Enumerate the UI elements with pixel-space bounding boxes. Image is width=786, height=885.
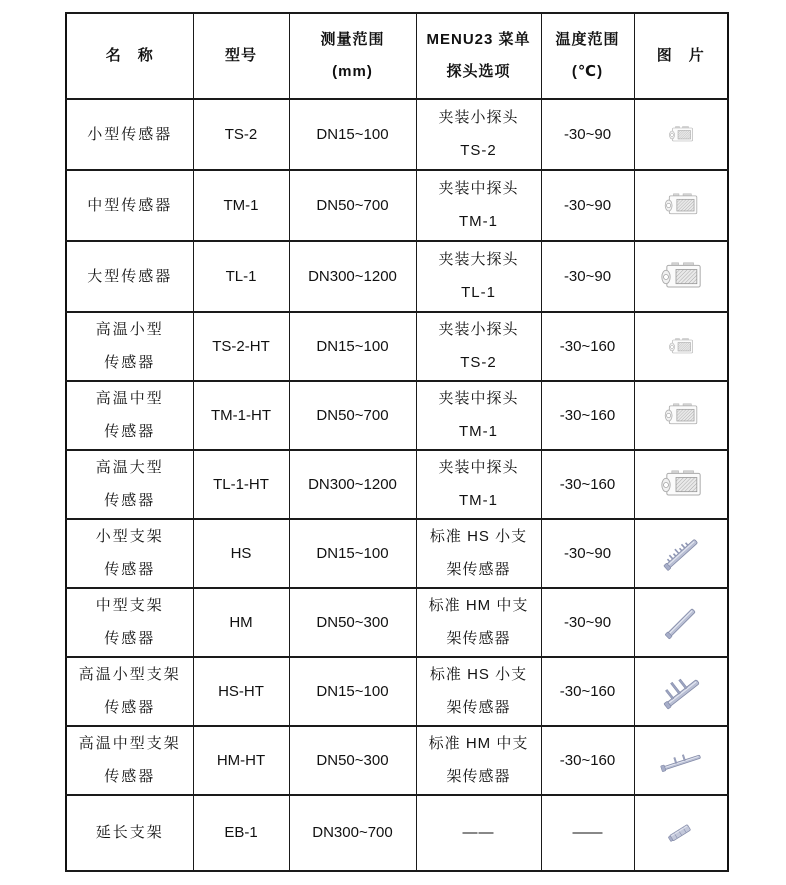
menu-line: 标准 HS 小支 [429, 528, 528, 545]
cell-menu [416, 381, 541, 450]
cell-model [193, 795, 289, 871]
range-value: DN300~1200 [308, 267, 397, 285]
menu-line: 夹装中探头 [438, 180, 519, 197]
name-line: 高温小型 [95, 321, 164, 338]
cell-range [289, 170, 416, 241]
sensor-small-image [665, 123, 697, 147]
sensor-small-image [665, 335, 697, 359]
cell-temp [541, 312, 634, 381]
menu-line: 架传感器 [446, 768, 511, 785]
range-value: DN50~300 [316, 613, 389, 631]
cell-photo [634, 241, 728, 312]
menu-line: TS-2 [460, 142, 497, 159]
bracket-low-image [652, 743, 710, 779]
cell-menu [416, 726, 541, 795]
temp-value: -30~90 [563, 267, 612, 285]
cell-photo [634, 170, 728, 241]
range-value: DN50~300 [316, 751, 389, 769]
cell-model [193, 657, 289, 726]
name-line: 传感器 [104, 423, 156, 440]
name-line: 传感器 [104, 630, 156, 647]
bracket-short-image [660, 817, 702, 849]
menu-line: TM-1 [459, 492, 498, 509]
header-label: MENU23 菜单 [426, 30, 531, 48]
name-line: 传感器 [104, 561, 156, 578]
cell-name [66, 170, 193, 241]
cell-name [66, 381, 193, 450]
cell-photo [634, 99, 728, 170]
range-value: DN15~100 [316, 125, 389, 143]
col-header-name [66, 13, 193, 99]
cell-temp [541, 170, 634, 241]
model-value: TS-2 [224, 125, 258, 143]
model-value: EB-1 [224, 824, 258, 841]
model-value: HM-HT [216, 751, 266, 769]
table-header [66, 13, 728, 99]
name-line: 传感器 [104, 699, 156, 716]
cell-name [66, 99, 193, 170]
cell-name [66, 588, 193, 657]
name-line: 高温中型支架 [78, 735, 181, 752]
header-label: 测量范围 [320, 30, 385, 48]
menu-line: TM-1 [459, 423, 498, 440]
menu-line: 标准 HM 中支 [428, 735, 529, 752]
cell-model [193, 241, 289, 312]
temp-value: -30~160 [559, 682, 616, 700]
menu-line: 架传感器 [446, 561, 511, 578]
name-line: 大型传感器 [87, 267, 173, 285]
cell-photo [634, 450, 728, 519]
cell-temp [541, 450, 634, 519]
header-label: 温度范围 [555, 30, 620, 48]
table-row [66, 450, 728, 519]
cell-temp [541, 726, 634, 795]
temp-value: -30~90 [563, 613, 612, 631]
cell-range [289, 450, 416, 519]
temp-value: -30~160 [559, 406, 616, 424]
cell-temp [541, 241, 634, 312]
table-row [66, 312, 728, 381]
cell-model [193, 312, 289, 381]
cell-model [193, 450, 289, 519]
name-line: 延长支架 [95, 824, 164, 841]
temp-value: -30~90 [563, 196, 612, 214]
cell-photo [634, 657, 728, 726]
cell-menu [416, 241, 541, 312]
table-row [66, 588, 728, 657]
cell-range [289, 312, 416, 381]
range-value: DN50~700 [316, 196, 389, 214]
menu-line: TS-2 [460, 354, 497, 371]
cell-name [66, 312, 193, 381]
cell-temp [541, 381, 634, 450]
range-value: DN300~700 [312, 824, 393, 841]
temp-value: -30~90 [563, 125, 612, 143]
cell-range [289, 795, 416, 871]
cell-photo [634, 588, 728, 657]
name-line: 传感器 [104, 768, 156, 785]
model-value: HS-HT [218, 682, 264, 700]
temp-value: -30~160 [559, 751, 616, 769]
sensor-medium-image [659, 399, 703, 432]
cell-range [289, 519, 416, 588]
name-line: 传感器 [104, 354, 156, 371]
cell-name [66, 241, 193, 312]
range-value: DN15~100 [316, 337, 389, 355]
cell-photo [634, 381, 728, 450]
col-header-temp [541, 13, 634, 99]
cell-temp [541, 99, 634, 170]
cell-range [289, 588, 416, 657]
model-value: TS-2-HT [212, 337, 270, 355]
cell-menu [416, 519, 541, 588]
name-line: 小型支架 [95, 528, 164, 545]
menu-line: 标准 HM 中支 [428, 597, 529, 614]
table-row [66, 381, 728, 450]
cell-menu [416, 795, 541, 871]
cell-menu [416, 450, 541, 519]
table-row [66, 795, 728, 871]
cell-range [289, 99, 416, 170]
sensor-spec-table [65, 12, 729, 872]
model-value: TM-1-HT [211, 406, 271, 424]
cell-menu [416, 312, 541, 381]
cell-model [193, 588, 289, 657]
name-line: 中型传感器 [87, 196, 173, 214]
bracket-teeth-image [655, 534, 707, 573]
cell-model [193, 726, 289, 795]
header-label: 型号 [224, 46, 257, 64]
cell-name [66, 726, 193, 795]
name-line: 中型支架 [95, 597, 164, 614]
cell-model [193, 519, 289, 588]
table-row [66, 657, 728, 726]
range-value: DN15~100 [316, 544, 389, 562]
cell-model [193, 381, 289, 450]
menu-line: 夹装中探头 [438, 459, 519, 476]
table-row [66, 519, 728, 588]
cell-range [289, 241, 416, 312]
table-row [66, 99, 728, 170]
cell-range [289, 381, 416, 450]
header-sublabel: (mm) [332, 62, 373, 80]
menu-line: 标准 HS 小支 [429, 666, 528, 683]
cell-name [66, 450, 193, 519]
header-label: 图 片 [656, 46, 705, 64]
cell-photo [634, 519, 728, 588]
cell-name [66, 657, 193, 726]
cell-model [193, 170, 289, 241]
temp-value: -30~160 [559, 475, 616, 493]
table-row [66, 170, 728, 241]
col-header-range [289, 13, 416, 99]
col-header-model [193, 13, 289, 99]
name-line: 传感器 [104, 492, 156, 509]
cell-temp [541, 657, 634, 726]
menu-line: —— [462, 824, 495, 841]
cell-photo [634, 312, 728, 381]
cell-menu [416, 588, 541, 657]
cell-menu [416, 170, 541, 241]
cell-name [66, 795, 193, 871]
menu-line: TL-1 [461, 284, 496, 301]
header-row [66, 13, 728, 99]
cell-photo [634, 795, 728, 871]
cell-temp [541, 795, 634, 871]
model-value: HM [229, 613, 253, 631]
model-value: TM-1 [223, 196, 259, 214]
col-header-menu [416, 13, 541, 99]
temp-value: -30~90 [563, 544, 612, 562]
table-body [66, 99, 728, 871]
range-value: DN15~100 [316, 682, 389, 700]
header-label: 名 称 [105, 46, 154, 64]
cell-range [289, 657, 416, 726]
name-line: 小型传感器 [87, 125, 173, 143]
bracket-pins-image [654, 671, 708, 712]
name-line: 高温小型支架 [78, 666, 181, 683]
cell-temp [541, 588, 634, 657]
menu-line: 夹装小探头 [438, 109, 519, 126]
col-header-photo [634, 13, 728, 99]
cell-range [289, 726, 416, 795]
cell-temp [541, 519, 634, 588]
model-value: HS [230, 544, 252, 562]
cell-photo [634, 726, 728, 795]
menu-line: TM-1 [459, 213, 498, 230]
menu-line: 架传感器 [446, 630, 511, 647]
header-sublabel: (℃) [571, 62, 604, 80]
cell-model [193, 99, 289, 170]
temp-value: -30~160 [559, 337, 616, 355]
cell-menu [416, 657, 541, 726]
range-value: DN50~700 [316, 406, 389, 424]
range-value: DN300~1200 [308, 475, 397, 493]
menu-line: 架传感器 [446, 699, 511, 716]
model-value: TL-1 [225, 267, 257, 285]
sensor-medium-image [659, 189, 703, 222]
cell-name [66, 519, 193, 588]
sensor-large-image [654, 465, 708, 505]
menu-line: 夹装大探头 [438, 251, 519, 268]
menu-line: 夹装中探头 [438, 390, 519, 407]
table-row [66, 726, 728, 795]
name-line: 高温大型 [95, 459, 164, 476]
model-value: TL-1-HT [213, 475, 269, 493]
temp-value: —— [572, 824, 603, 841]
name-line: 高温中型 [95, 390, 164, 407]
table-row [66, 241, 728, 312]
cell-menu [416, 99, 541, 170]
sensor-large-image [654, 257, 708, 297]
bracket-rod-image [656, 604, 706, 642]
menu-line: 夹装小探头 [438, 321, 519, 338]
header-sublabel: 探头选项 [446, 62, 511, 80]
